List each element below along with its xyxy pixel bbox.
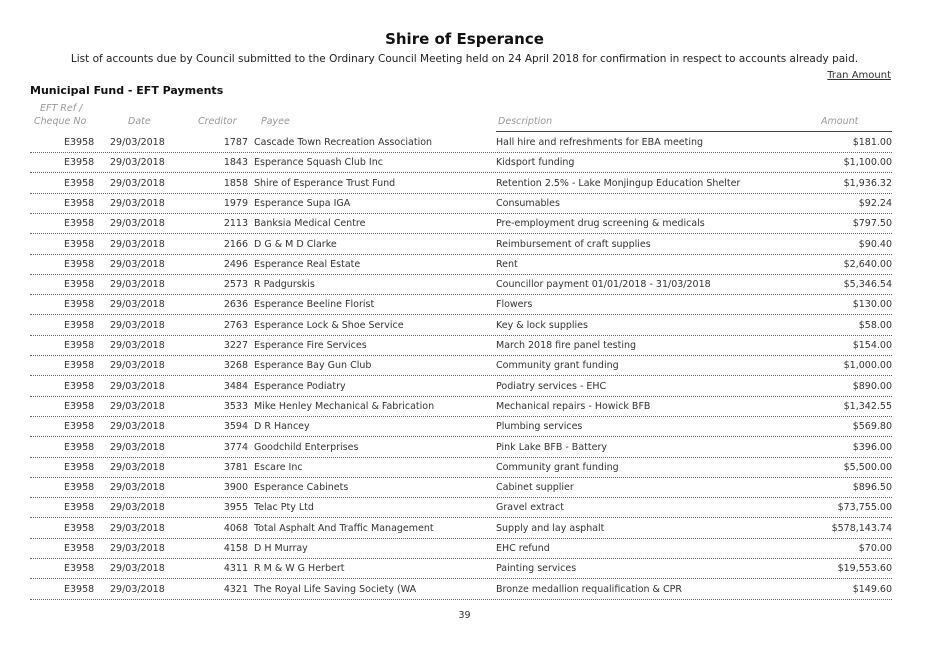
cell-description: Plumbing services xyxy=(496,421,583,433)
cell-payee: Esperance Real Estate xyxy=(254,258,361,270)
cell-creditor: 3268 xyxy=(223,360,248,372)
cell-date: 29/03/2018 xyxy=(110,461,165,473)
column-header-description: Description xyxy=(498,116,553,127)
cell-amount: $2,640.00 xyxy=(843,258,892,270)
cell-ref: E3958 xyxy=(64,258,95,270)
cell-description: Bronze medallion requalification & CPR xyxy=(496,583,682,595)
cell-payee: Goodchild Enterprises xyxy=(254,441,359,453)
cell-creditor: 2113 xyxy=(223,218,248,230)
cell-creditor: 4321 xyxy=(223,583,248,595)
cell-payee: Banksia Medical Centre xyxy=(254,218,366,230)
cell-payee: The Royal Life Saving Society (WA xyxy=(254,583,417,595)
cell-date: 29/03/2018 xyxy=(110,218,165,230)
cell-ref: E3958 xyxy=(64,319,95,331)
cell-creditor: 1979 xyxy=(223,197,248,209)
cell-creditor: 2166 xyxy=(223,238,248,250)
cell-description: Reimbursement of craft supplies xyxy=(496,238,651,250)
page-number: 39 xyxy=(458,610,471,621)
table-row xyxy=(30,457,892,478)
column-header-ref-line1: EFT Ref / xyxy=(40,103,83,114)
cell-payee: Esperance Podiatry xyxy=(254,380,346,392)
table-row xyxy=(30,315,892,336)
cell-creditor: 2573 xyxy=(223,279,248,291)
cell-date: 29/03/2018 xyxy=(110,299,165,311)
section-title: Municipal Fund - EFT Payments xyxy=(30,84,224,97)
cell-ref: E3958 xyxy=(64,461,95,473)
cell-ref: E3958 xyxy=(64,218,95,230)
cell-amount: $1,100.00 xyxy=(843,157,892,169)
cell-description: Community grant funding xyxy=(496,360,619,372)
cell-date: 29/03/2018 xyxy=(110,340,165,351)
cell-date: 29/03/2018 xyxy=(110,157,165,169)
cell-payee: Cascade Town Recreation Association xyxy=(254,137,433,148)
cell-amount: $90.40 xyxy=(858,238,892,250)
table-row xyxy=(30,538,892,559)
cell-description: Pre-employment drug screening & medicals xyxy=(496,218,705,230)
cell-description: Kidsport funding xyxy=(496,157,575,169)
cell-ref: E3958 xyxy=(64,360,95,372)
cell-ref: E3958 xyxy=(64,543,95,554)
column-header-creditor: Creditor xyxy=(198,116,237,127)
cell-creditor: 2763 xyxy=(223,319,248,331)
cell-creditor: 4311 xyxy=(223,563,248,575)
cell-ref: E3958 xyxy=(64,238,95,250)
cell-payee: Mike Henley Mechanical & Fabrication xyxy=(254,400,435,412)
cell-amount: $149.60 xyxy=(852,583,892,595)
cell-ref: E3958 xyxy=(64,502,95,514)
cell-description: EHC refund xyxy=(496,543,550,554)
cell-amount: $578,143.74 xyxy=(831,522,892,534)
cell-creditor: 3594 xyxy=(223,421,248,433)
cell-ref: E3958 xyxy=(64,177,95,189)
cell-amount: $58.00 xyxy=(858,319,892,331)
cell-amount: $130.00 xyxy=(852,299,892,311)
page-title: Shire of Esperance xyxy=(385,30,544,48)
cell-description: Supply and lay asphalt xyxy=(496,522,605,534)
cell-amount: $70.00 xyxy=(858,543,892,554)
cell-ref: E3958 xyxy=(64,583,95,595)
cell-amount: $5,500.00 xyxy=(843,461,892,473)
cell-ref: E3958 xyxy=(64,340,95,351)
table-row xyxy=(30,396,892,417)
cell-ref: E3958 xyxy=(64,482,95,494)
cell-creditor: 3533 xyxy=(223,400,248,412)
cell-date: 29/03/2018 xyxy=(110,421,165,433)
table-row xyxy=(30,416,892,437)
cell-amount: $890.00 xyxy=(852,380,892,392)
cell-payee: Esperance Lock & Shoe Service xyxy=(254,319,404,331)
cell-payee: Esperance Bay Gun Club xyxy=(254,360,372,372)
cell-payee: Escare Inc xyxy=(254,461,303,473)
cell-date: 29/03/2018 xyxy=(110,177,165,189)
cell-description: Gravel extract xyxy=(496,502,564,514)
table-row xyxy=(30,518,892,539)
column-header-amount: Amount xyxy=(821,116,859,127)
column-header-ref-line2: Cheque No xyxy=(34,116,87,127)
cell-date: 29/03/2018 xyxy=(110,319,165,331)
cell-amount: $569.80 xyxy=(852,421,892,433)
column-header-payee: Payee xyxy=(261,116,290,127)
cell-ref: E3958 xyxy=(64,157,95,169)
cell-creditor: 1843 xyxy=(223,157,248,169)
cell-ref: E3958 xyxy=(64,522,95,534)
cell-amount: $5,346.54 xyxy=(843,279,892,291)
cell-creditor: 4068 xyxy=(223,522,248,534)
table-row xyxy=(30,355,892,376)
cell-creditor: 4158 xyxy=(223,543,248,554)
cell-creditor: 3955 xyxy=(223,502,248,514)
column-header-date: Date xyxy=(128,116,151,127)
page-subtitle: List of accounts due by Council submitted to the Ordinary Council Meeting held on 24 April 2018 for confirmation in respect to accounts already paid. xyxy=(70,53,859,65)
cell-ref: E3958 xyxy=(64,299,95,311)
cell-creditor: 3774 xyxy=(223,441,248,453)
table-row xyxy=(30,294,892,315)
cell-amount: $1,936.32 xyxy=(843,177,892,189)
cell-date: 29/03/2018 xyxy=(110,400,165,412)
cell-ref: E3958 xyxy=(64,441,95,453)
cell-payee: Total Asphalt And Traffic Management xyxy=(254,522,434,534)
cell-amount: $896.50 xyxy=(852,482,892,494)
cell-date: 29/03/2018 xyxy=(110,137,165,148)
cell-description: Mechanical repairs - Howick BFB xyxy=(496,400,651,412)
cell-payee: D R Hancey xyxy=(254,421,310,433)
cell-payee: Esperance Supa IGA xyxy=(254,197,351,209)
cell-amount: $154.00 xyxy=(852,340,892,351)
cell-payee: Shire of Esperance Trust Fund xyxy=(254,177,396,189)
cell-amount: $73,755.00 xyxy=(837,502,892,514)
cell-description: Pink Lake BFB - Battery xyxy=(496,441,607,453)
cell-payee: Telac Pty Ltd xyxy=(254,502,314,514)
cell-amount: $181.00 xyxy=(852,137,892,148)
cell-creditor: 3227 xyxy=(223,340,248,351)
cell-payee: Esperance Cabinets xyxy=(254,482,349,494)
cell-date: 29/03/2018 xyxy=(110,502,165,514)
cell-date: 29/03/2018 xyxy=(110,380,165,392)
cell-ref: E3958 xyxy=(64,137,95,148)
cell-ref: E3958 xyxy=(64,421,95,433)
table-row xyxy=(30,193,892,214)
cell-ref: E3958 xyxy=(64,563,95,575)
cell-amount: $19,553.60 xyxy=(837,563,892,575)
cell-payee: R M & W G Herbert xyxy=(254,563,345,575)
cell-ref: E3958 xyxy=(64,380,95,392)
table-row xyxy=(30,274,892,295)
cell-creditor: 2636 xyxy=(223,299,248,311)
cell-payee: Esperance Beeline Florist xyxy=(254,299,375,311)
cell-payee: D H Murray xyxy=(254,543,308,554)
cell-amount: $1,000.00 xyxy=(843,360,892,372)
cell-date: 29/03/2018 xyxy=(110,258,165,270)
table-row xyxy=(30,477,892,498)
cell-amount: $92.24 xyxy=(858,197,892,209)
cell-payee: R Padgurskis xyxy=(254,279,315,291)
cell-payee: Esperance Squash Club Inc xyxy=(254,157,383,169)
cell-date: 29/03/2018 xyxy=(110,522,165,534)
cell-date: 29/03/2018 xyxy=(110,543,165,554)
cell-date: 29/03/2018 xyxy=(110,197,165,209)
table-row xyxy=(30,579,892,600)
cell-date: 29/03/2018 xyxy=(110,563,165,575)
table-row xyxy=(30,173,892,194)
cell-creditor: 2496 xyxy=(223,258,248,270)
cell-description: Key & lock supplies xyxy=(496,319,588,331)
table-row xyxy=(30,497,892,518)
tran-amount-link[interactable]: Tran Amount xyxy=(827,70,891,81)
cell-date: 29/03/2018 xyxy=(110,360,165,372)
cell-description: Councillor payment 01/01/2018 - 31/03/2018 xyxy=(496,279,711,291)
cell-creditor: 3484 xyxy=(223,380,248,392)
cell-description: Flowers xyxy=(496,299,533,311)
cell-description: Rent xyxy=(496,258,518,270)
cell-description: Community grant funding xyxy=(496,461,619,473)
cell-amount: $1,342.55 xyxy=(843,400,892,412)
cell-description: Podiatry services - EHC xyxy=(496,380,607,392)
cell-description: Hall hire and refreshments for EBA meeting xyxy=(496,137,704,148)
table-row xyxy=(30,234,892,255)
cell-ref: E3958 xyxy=(64,197,95,209)
cell-description: Painting services xyxy=(496,563,577,575)
cell-creditor: 1858 xyxy=(223,177,248,189)
cell-ref: E3958 xyxy=(64,279,95,291)
table-row xyxy=(30,152,892,173)
cell-description: Retention 2.5% - Lake Monjingup Education Shelter xyxy=(496,177,741,189)
table-row xyxy=(30,437,892,458)
cell-description: Consumables xyxy=(496,197,560,209)
cell-creditor: 3781 xyxy=(223,461,248,473)
table-row xyxy=(30,376,892,397)
cell-date: 29/03/2018 xyxy=(110,238,165,250)
table-row xyxy=(30,213,892,234)
cell-payee: Esperance Fire Services xyxy=(254,340,367,351)
table-row xyxy=(30,335,892,356)
table-row xyxy=(30,558,892,579)
cell-date: 29/03/2018 xyxy=(110,583,165,595)
cell-creditor: 3900 xyxy=(223,482,248,494)
cell-amount: $396.00 xyxy=(852,441,892,453)
cell-amount: $797.50 xyxy=(852,218,892,230)
cell-description: March 2018 fire panel testing xyxy=(496,340,637,351)
cell-payee: D G & M D Clarke xyxy=(254,238,337,250)
cell-date: 29/03/2018 xyxy=(110,279,165,291)
table-row xyxy=(30,254,892,275)
cell-date: 29/03/2018 xyxy=(110,441,165,453)
table-row xyxy=(30,132,892,153)
cell-ref: E3958 xyxy=(64,400,95,412)
cell-date: 29/03/2018 xyxy=(110,482,165,494)
cell-description: Cabinet supplier xyxy=(496,482,574,494)
cell-creditor: 1787 xyxy=(223,137,248,148)
